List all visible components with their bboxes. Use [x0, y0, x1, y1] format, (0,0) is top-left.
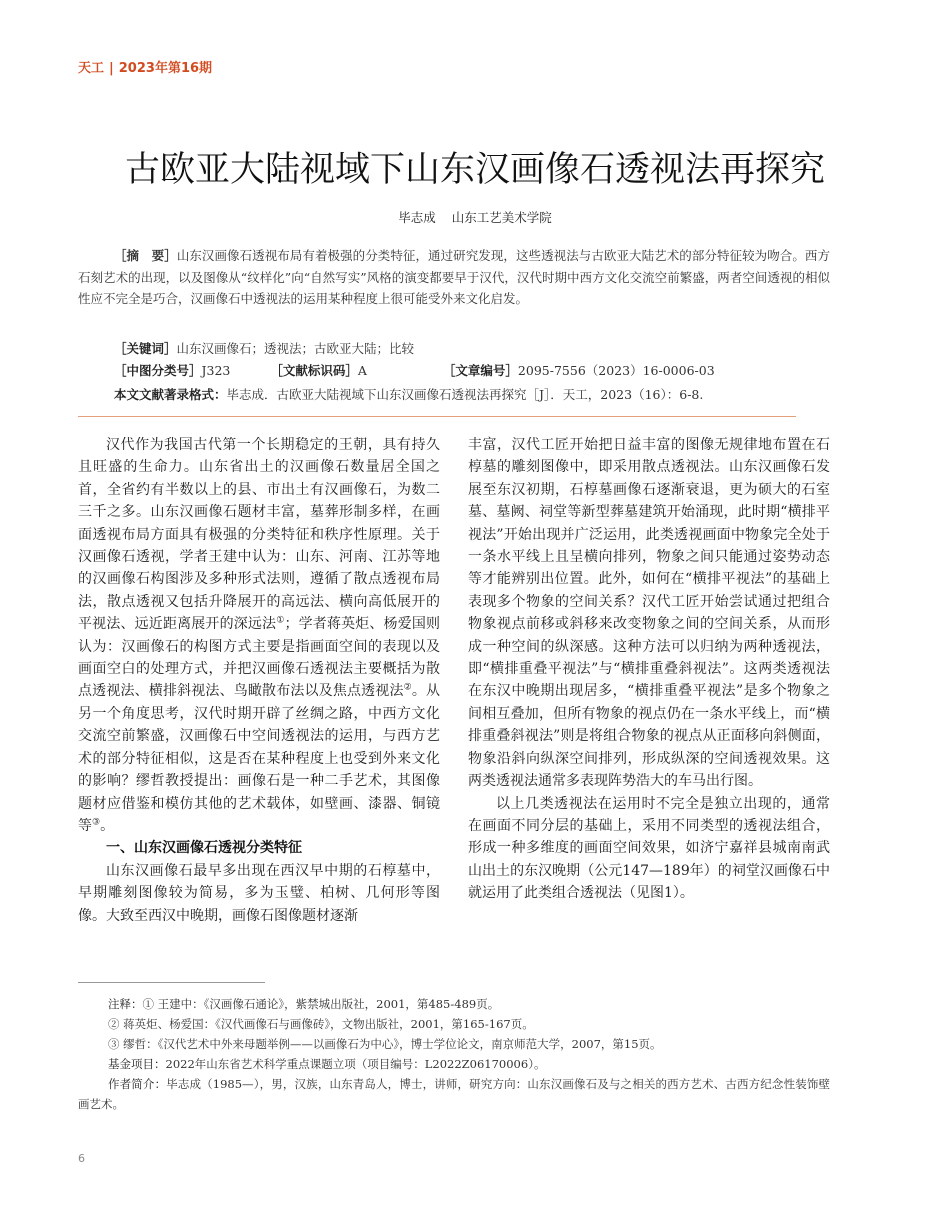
notes-label: 注释：	[108, 997, 143, 1011]
section-heading: 一、山东汉画像石透视分类特征	[106, 840, 302, 857]
footnote-ref-2[interactable]: ②	[403, 682, 412, 693]
abstract	[78, 245, 830, 310]
keywords-text: 山东汉画像石；透视法；古欧亚大陆；比较	[176, 341, 415, 356]
journal-header	[78, 57, 212, 76]
header-divider	[78, 416, 796, 417]
keywords-label: ［关键词］	[114, 341, 177, 356]
paragraph: 汉代作为我国古代第一个长期稳定的王朝，具有持久且旺盛的生命力。山东省出土的汉画像石数量居全国之首，全省约有半数以上的县、市出土有汉画像石，为数二三千之多。山东汉画像石题材丰富，墓葬形制多样，在画面透视布局方面具有极强的分类特征和秩序性原理。关于汉画像石透视，学者王建中认为：山东、河南、江苏等地的汉画像石构图涉及多种形式法则，遵循了散点透视布局法，散点透视又包括升降展开的高远法、横向高低展开的平视法、远近距离展开的深远法①；学者蒋英炬、杨爱国则认为：汉画像石的构图方式主要是指画面空间的表现以及画面空白的处理方式，并把汉画像石透视法主要概括为散点透视法、横排斜视法、鸟瞰散布法以及焦点透视法②。从另一个角度思考，汉代时期开辟了丝绸之路，中西方文化交流空前繁盛，汉画像石中空间透视法的运用，与西方艺术的部分特征相似，这是否在某种程度上也受到外来文化的影响？缪哲教授提出：画像石是一种二手艺术，其图像题材应借鉴和模仿其他的艺术载体，如壁画、漆器、铜镜等③。	[78, 437, 441, 834]
fund-note: 基金项目：2022年山东省艺术科学重点课题立项（项目编号：L2022Z06170006）。	[108, 1057, 546, 1071]
keywords	[114, 339, 414, 357]
abstract-text: 山东汉画像石透视布局有着极强的分类特征，通过研究发现，这些透视法与古欧亚大陆艺术的部分特征较为吻合。西方石刻艺术的出现，以及图像从“纹样化”向“自然写实”风格的演变都要早于汉代，汉代时期中西方文化交流空前繁盛，两者空间透视的相似性应不完全是巧合，汉画像石中透视法的运用某种程度上很可能受外来文化启发。	[78, 248, 830, 306]
citation-text: 毕志成．古欧亚大陆视域下山东汉画像石透视法再探究［J］．天工，2023（16）：6-8.	[226, 387, 704, 402]
clc-label: ［中图分类号］	[114, 363, 202, 378]
fund-label: 基金项目：	[108, 1057, 166, 1071]
body-column-right	[468, 434, 830, 905]
article-title: 古欧亚大陆视域下山东汉画像石透视法再探究	[124, 150, 825, 190]
author-bio: 作者简介：毕志成（1985—），男，汉族，山东青岛人，博士，讲师，研究方向：山东汉画像石及与之相关的西方艺术、古西方纪念性装饰壁画艺术。	[78, 1077, 830, 1111]
clc-value: J323	[201, 363, 231, 378]
journal-issue: 2023年第16期	[118, 61, 213, 76]
paragraph: 以上几类透视法在运用时不完全是独立出现的，通常在画面不同分层的基础上，采用不同类型的透视法组合，形成一种多维度的画面空间效果，如济宁嘉祥县城南南武山出土的东汉晚期（公元147—189年）的祠堂汉画像石中就运用了此类组合透视法（见图1）。	[468, 795, 830, 902]
citation-line	[114, 385, 703, 403]
footnote-ref-1[interactable]: ①	[276, 615, 285, 626]
paragraph: 丰富，汉代工匠开始把日益丰富的图像无规律地布置在石椁墓的雕刻图像中，即采用散点透视法。山东汉画像石发展至东汉初期，石椁墓画像石逐渐衰退，更为硕大的石室墓、墓阙、祠堂等新型葬墓建筑开始涌现，此时期“横排平视法”开始出现并广泛运用，此类透视画面中物象完全处于一条水平线上且呈横向排列，物象之间只能通过姿势动态等才能辨别出位置。此外，如何在“横排平视法”的基础上表现多个物象的空间关系？汉代工匠开始尝试通过把组合物象视点前移或斜移来改变物象之间的空间关系，从而形成一种空间的纵深感。这种方法可以归纳为两种透视法，即“横排重叠平视法”与“横排重叠斜视法”。这两类透视法在东汉中晚期出现居多，“横排重叠平视法”是多个物象之间相互叠加，但所有物象的视点仍在一条水平线上，而“横排重叠斜视法”则是将组合物象的视点从正面移向斜侧面，物象沿斜向纵深空间排列，形成纵深的空间透视效果。这两类透视法通常多表现阵势浩大的车马出行图。	[468, 437, 830, 790]
article-number-label: ［文章编号］	[442, 363, 518, 378]
author-line	[0, 208, 950, 226]
body-column-left	[78, 434, 440, 927]
footnotes	[78, 994, 830, 1114]
journal-name: 天工	[78, 61, 105, 76]
citation-label: 本文文献著录格式：	[114, 387, 227, 402]
doc-code-value: A	[357, 363, 367, 378]
footnote-ref-3[interactable]: ③	[92, 817, 101, 828]
bio-label: 作者简介：	[108, 1077, 167, 1091]
footnote-2: ② 蒋英炬、杨爱国：《汉代画像石与画像砖》，文物出版社，2001，第165-167页。	[108, 1017, 534, 1031]
author-affiliation: 山东工艺美术学院	[451, 210, 552, 225]
footnote-1: 注释：① 王建中：《汉画像石通论》，紫禁城出版社，2001，第485-489页。	[108, 997, 500, 1011]
doc-code-label: ［文献标识码］	[270, 363, 358, 378]
paragraph: 山东汉画像石最早多出现在西汉早中期的石椁墓中，早期雕刻图像较为简易，多为玉璧、柏树、几何形等图像。大致至西汉中晚期，画像石图像题材逐渐	[78, 862, 440, 924]
abstract-label: ［摘 要］	[114, 248, 177, 263]
classification-line	[114, 361, 715, 379]
footnote-divider	[78, 982, 265, 983]
header-separator: |	[109, 61, 114, 76]
article-number-value: 2095-7556（2023）16-0006-03	[517, 363, 715, 378]
page-number: 6	[78, 1152, 85, 1165]
footnote-3: ③ 缪哲：《汉代艺术中外来母题举例——以画像石为中心》，博士学位论文，南京师范大学，2007，第15页。	[108, 1037, 662, 1051]
author-name: 毕志成	[398, 210, 436, 225]
